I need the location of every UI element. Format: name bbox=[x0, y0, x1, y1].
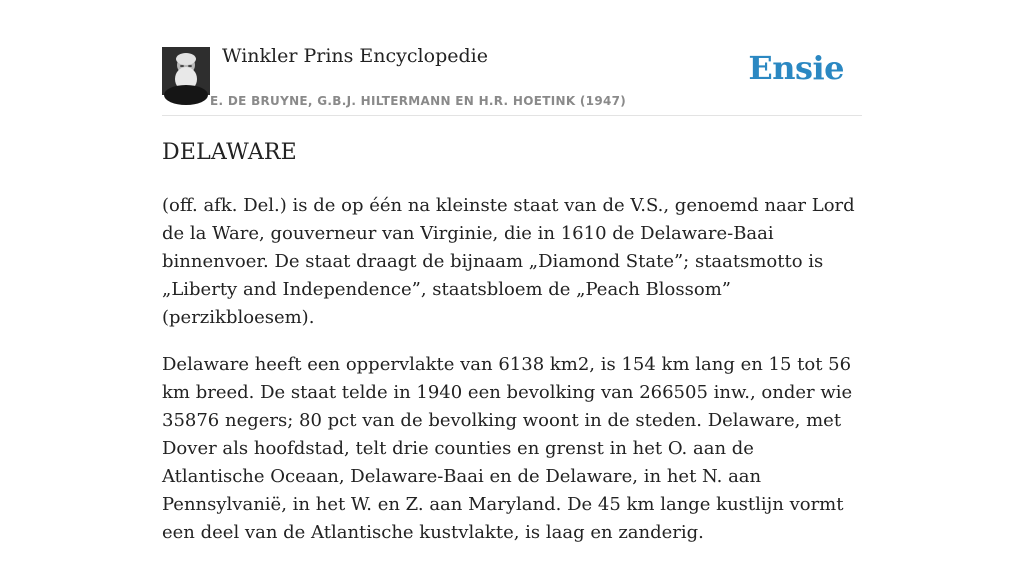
portrait-icon bbox=[162, 47, 210, 95]
article-title: DELAWARE bbox=[162, 140, 297, 165]
site-name[interactable]: Winkler Prins Encyclopedie bbox=[222, 45, 488, 67]
paragraph: (off. afk. Del.) is de op één na kleinste staat van de V.S., genoemd naar Lord de la Ware, gouverneur van Virginie, die in 1610 de Delaware-Baai binnenvoer. De staat draagt de bijnaam „Diamond State”; staatsmotto is „Liberty and Independence”, staatsbloem de „Peach Blossom” (perzikbloesem). bbox=[162, 195, 855, 328]
avatar[interactable] bbox=[162, 47, 210, 95]
paragraph: Delaware heeft een oppervlakte van 6138 km2, is 154 km lang en 15 tot 56 km breed. De staat telde in 1940 een bevolking van 266505 inw., onder wie 35876 negers; 80 pct van de bevolking woont in de steden. Delaware, met Dover als hoofdstad, telt drie counties en grenst in het O. aan de Atlantische Oceaan, Delaware-Baai en de Delaware, in het N. aan Pennsylvanië, in het W. en Z. aan Maryland. De 45 km lange kustlijn vormt een deel van de Atlantische kustvlakte, is laag en zanderig. bbox=[162, 354, 853, 543]
ensie-logo[interactable]: Ensie bbox=[748, 49, 844, 87]
authors-line: E. DE BRUYNE, G.B.J. HILTERMANN EN H.R. HOETINK (1947) bbox=[210, 94, 627, 108]
header bbox=[162, 0, 862, 116]
article-body bbox=[162, 192, 862, 566]
